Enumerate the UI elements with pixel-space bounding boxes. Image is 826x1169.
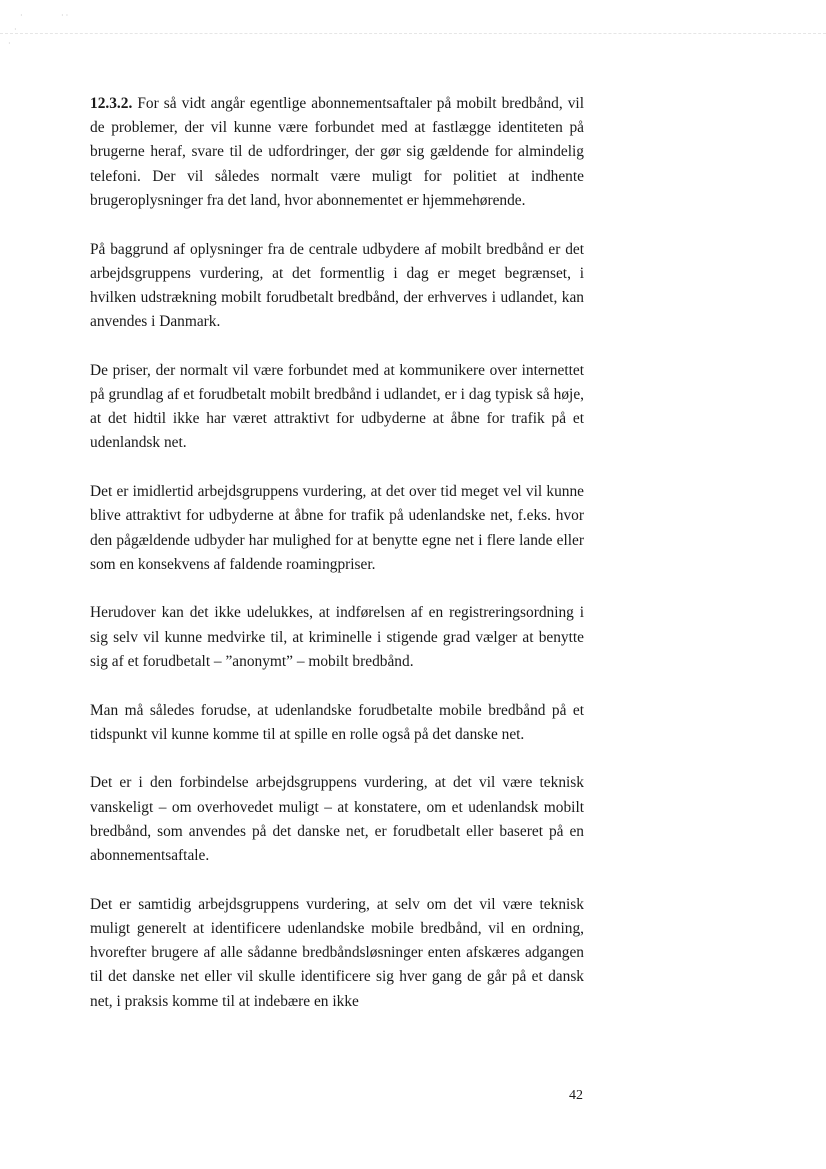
scan-speck: · (20, 11, 23, 20)
paragraph: De priser, der normalt vil være forbundet med at kommunikere over internettet på grundlag af et forudbetalt mobilt bredbånd i udlandet, er i dag typisk så høje, at det hidtil ikke har været attraktivt for udbyderne at åbne for trafik på et udenlandsk net. (90, 361, 584, 452)
scan-speck: · · (61, 11, 69, 20)
paragraph: Det er imidlertid arbejdsgruppens vurdering, at det over tid meget vel vil kunne blive attraktivt for udbyderne at åbne for trafik på udenlandske net, f.eks. hvor den pågældende udbyder har mulighed for at benytte egne net i flere lande eller som en konsekvens af faldende roamingpriser. (90, 483, 584, 573)
paragraph-text: For så vidt angår egentlige abonnementsaftaler på mobilt bredbånd, vil de problemer, der vil kunne være forbundet med at fastlægge identiteten på brugerne heraf, svare til de udfordringer, der gør sig gældende for almindelig telefoni. Der vil således normalt være muligt for politiet at indhente brugeroplysninger fra det land, hvor abonnementet er hjemmehørende. (90, 95, 584, 209)
scan-speck: · (14, 25, 17, 34)
paragraph: Herudover kan det ikke udelukkes, at indførelsen af en registreringsordning i sig selv vil kunne medvirke til, at kriminelle i stigende grad vælger at benytte sig af et forudbetalt – ”anonymt” – mobilt bredbånd. (90, 604, 584, 670)
paragraph: Man må således forudse, at udenlandske forudbetalte mobile bredbånd på et tidspunkt vil kunne komme til at spille en rolle også på det danske net. (90, 701, 584, 743)
scan-speck: · (8, 39, 11, 48)
paragraph (90, 92, 584, 213)
document-body (90, 92, 584, 1038)
paragraph: Det er samtidig arbejdsgruppens vurdering, at selv om det vil være teknisk muligt generelt at identificere udenlandske mobile bredbånd, vil en ordning, hvorefter brugere af alle sådanne bredbåndsløsninger enten afskæres adgangen til det danske net eller vil skulle identificere sig hver gang de går på et dansk net, i praksis komme til at indebære en ikke (90, 895, 584, 1010)
page-number: 42 (569, 1088, 583, 1103)
paragraph: Det er i den forbindelse arbejdsgruppens vurdering, at det vil være teknisk vanskeligt – om overhovedet muligt – at konstatere, om et udenlandsk mobilt bredbånd, som anvendes på det danske net, er forudbetalt eller baseret på en abonnementsaftale. (90, 774, 584, 865)
paragraph: På baggrund af oplysninger fra de centrale udbydere af mobilt bredbånd er det arbejdsgruppens vurdering, at det formentlig i dag er meget begrænset, i hvilken udstrækning mobilt forudbetalt bredbånd, der erhverves i udlandet, kan anvendes i Danmark. (90, 240, 584, 331)
scan-header-line (0, 33, 826, 34)
section-number: 12.3.2. (90, 95, 133, 112)
